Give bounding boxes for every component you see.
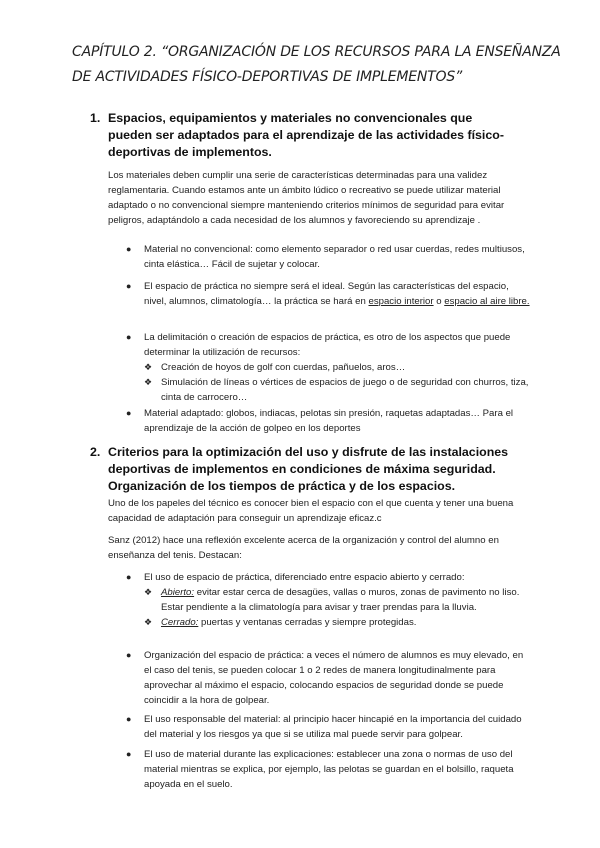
section-2-title: Criterios para la optimización del uso y disfrute de las instalaciones deportivas de implementos en condiciones de máxima seguridad. Organización de los tiempos de práctica y de los espacios. [108, 445, 509, 493]
bullet-dot-icon: ● [126, 332, 132, 342]
s1-bullet-2-text [144, 279, 531, 309]
s2-bullet-1-sub-1 [144, 585, 531, 615]
bullet-dot-icon: ● [126, 244, 132, 254]
abierto-label: Abierto: [161, 587, 195, 598]
s1-bullet-4 [126, 406, 531, 436]
section-1-heading [90, 110, 510, 161]
diamond-bullet-icon: ❖ [144, 377, 153, 387]
s1-bullet-1-text: Material no convencional: como elemento separador o red usar cuerdas, redes multiusos, cinta elástica… Fácil de sujetar y colocar. [144, 244, 525, 270]
s2-bullet-1 [126, 570, 531, 630]
s1-bullet-3-sub-1 [144, 360, 531, 375]
s2-bullet-3-text: El uso responsable del material: al principio hacer hincapié en la importancia del cuidado del material y los riesgos ya que si se utiliza mal puede servir para golpear. [144, 714, 522, 740]
section-2-heading [90, 444, 510, 495]
s1-bullet-3-sub-2 [144, 375, 531, 405]
s2-bullet-2-text: Organización del espacio de práctica: a veces el número de alumnos es muy elevado, en el caso del tenis, se pueden colocar 1 o 2 redes de manera longitudinalmente para aprovechar al máximo el espacio, colocando espacios de seguridad donde se puede coincidir a la hora de golpear. [144, 650, 524, 706]
espacio-aire-libre-link: espacio al aire libre. [444, 296, 530, 307]
bullet-dot-icon: ● [126, 749, 132, 759]
bullet-dot-icon: ● [126, 408, 132, 418]
s2-bullet-1-text: El uso de espacio de práctica, diferenciado entre espacio abierto y cerrado: [144, 572, 465, 583]
s1-bullet-2 [126, 279, 531, 309]
bullet-dot-icon: ● [126, 572, 132, 582]
s1-bullet-3-sub-2-text: Simulación de líneas o vértices de espacios de juego o de seguridad con churros, tiza, cinta de carrocero… [161, 377, 529, 403]
section-1-intro: Los materiales deben cumplir una serie de características determinadas para una validez reglamentaria. Cuando estamos ante un ámbito lúdico o recreativo se puede utilizar material adaptado o no convencional siempre manteniendo criterios mínimos de seguridad para evitar peligros, adaptándolo a cada necesidad de los alumnos y favoreciendo su aprendizaje . [108, 170, 505, 226]
diamond-bullet-icon: ❖ [144, 362, 153, 372]
diamond-bullet-icon: ❖ [144, 617, 153, 627]
section-2-number: 2. [90, 445, 101, 459]
abierto-text: evitar estar cerca de desagües, vallas o muros, zonas de pavimento no liso. Estar pendiente a la climatología para avisar y traer prendas para la lluvia. [161, 587, 520, 613]
chapter-title: CAPÍTULO 2. “ORGANIZACIÓN DE LOS RECURSOS PARA LA ENSEÑANZA DE ACTIVIDADES FÍSICO-DEPORTIVAS DE IMPLEMENTOS” [72, 44, 561, 85]
s1-bullet-1 [126, 242, 531, 272]
cerrado-text: puertas y ventanas cerradas y siempre protegidas. [198, 617, 417, 628]
s1-bullet-4-text: Material adaptado: globos, indiacas, pelotas sin presión, raquetas adaptadas… Para el aprendizaje de la acción de golpeo en los deportes [144, 408, 514, 434]
bullet-dot-icon: ● [126, 714, 132, 724]
espacio-interior-link: espacio interior [368, 296, 434, 307]
section-2-para-1: Uno de los papeles del técnico es conocer bien el espacio con el que cuenta y tener una buena capacidad de adaptación para conseguir un aprendizaje eficaz.c [108, 498, 514, 524]
s1-bullet-2-start: El espacio de práctica no siempre será el ideal. Según las características del espacio, nivel, alumnos, climatología… la práctica se hará en [144, 281, 509, 307]
section-2-para-2: Sanz (2012) hace una reflexión excelente acerca de la organización y control del alumno en enseñanza del tenis. Destacan: [108, 535, 499, 561]
s2-bullet-1-sub-2 [144, 615, 531, 630]
bullet-dot-icon: ● [126, 650, 132, 660]
section-1-number: 1. [90, 111, 101, 125]
s1-bullet-3 [126, 330, 531, 405]
section-1-title: Espacios, equipamientos y materiales no convencionales que pueden ser adaptados para el aprendizaje de las actividades físico-deportivas de implementos. [108, 111, 504, 159]
s1-bullet-2-mid: o [433, 296, 445, 307]
s2-bullet-4-text: El uso de material durante las explicaciones: establecer una zona o normas de uso del material mientras se explica, por ejemplo, las pelotas se guardan en el bolsillo, raqueta apoyada en el suelo. [144, 749, 514, 790]
s2-bullet-4 [126, 747, 531, 792]
s1-bullet-3-sub-1-text: Creación de hoyos de golf con cuerdas, pañuelos, aros… [161, 362, 406, 373]
cerrado-label: Cerrado: [161, 617, 199, 628]
diamond-bullet-icon: ❖ [144, 587, 153, 597]
s2-bullet-2 [126, 648, 531, 708]
s2-bullet-3 [126, 712, 531, 742]
bullet-dot-icon: ● [126, 281, 132, 291]
s1-bullet-3-text: La delimitación o creación de espacios de práctica, es otro de los aspectos que puede determinar la utilización de recursos: [144, 332, 511, 358]
